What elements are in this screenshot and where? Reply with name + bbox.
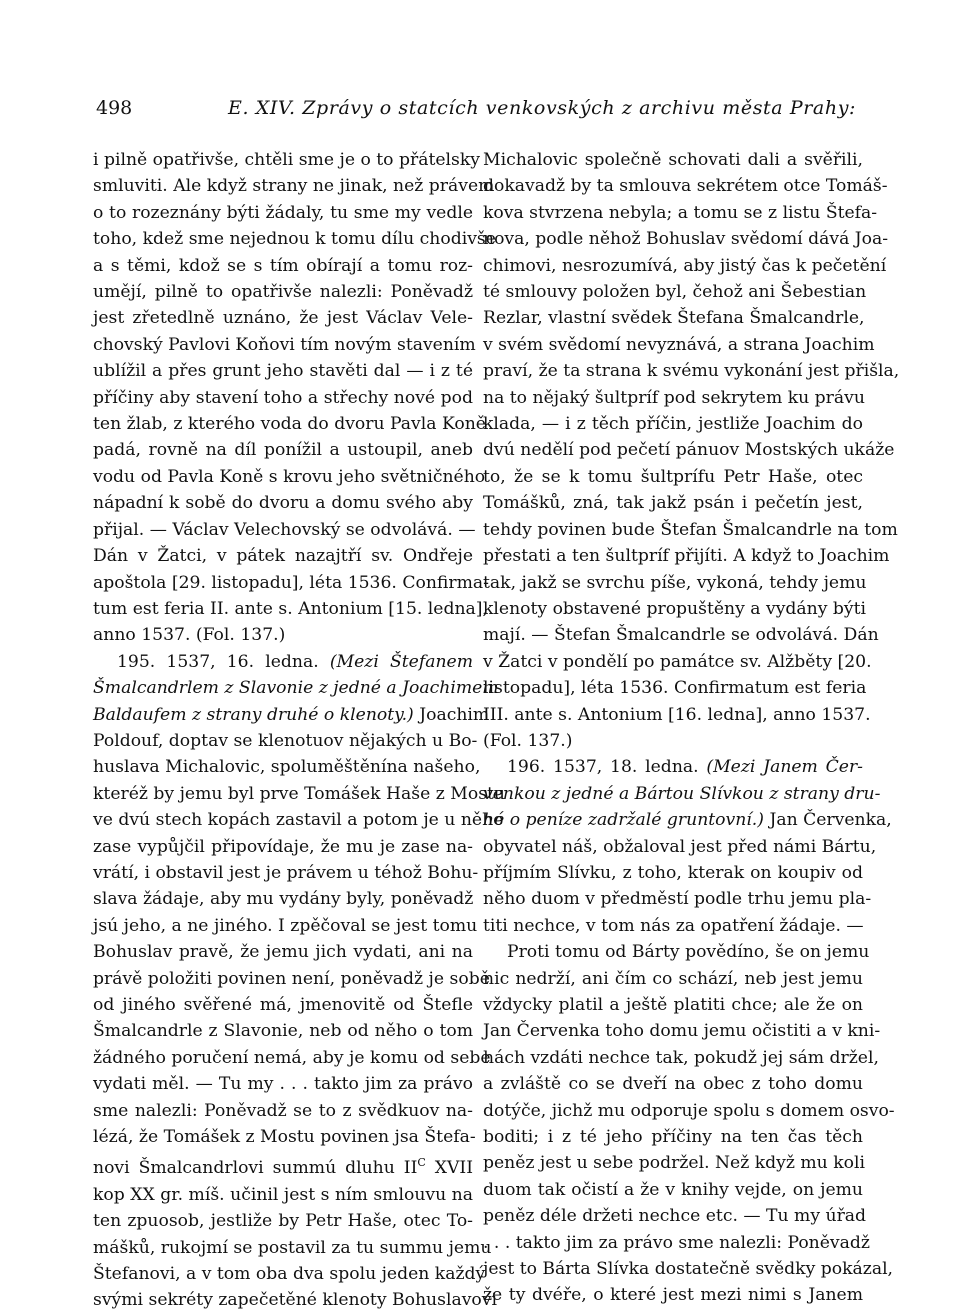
- entry-summary: (Mezi Štefanem: [329, 651, 473, 672]
- text-line: nápadní k sobě do dvoru a domu svého aby: [93, 493, 473, 514]
- text-line: jest zřetedlně uznáno, že jest Václav Vele-: [93, 308, 473, 329]
- text-line: a zvláště co se dveří na obec z toho domu: [483, 1074, 863, 1095]
- page-number: 498: [96, 97, 133, 119]
- text-line: klada, — i z těch příčin, jestliže Joachim do: [483, 414, 863, 435]
- text-line: přestati a ten šultpríf přijíti. A když to Joachim: [483, 546, 890, 567]
- text-line: ve dvú stech kopách zastavil a potom je u něho: [93, 810, 504, 831]
- text-run: novi Šmalcandrlovi summú dluhu II: [93, 1158, 418, 1179]
- text-line: v svém svědomí nevyznává, a strana Joachim: [483, 334, 875, 355]
- text-line: příjmím Slívku, z toho, kterak on koupiv od: [483, 862, 863, 883]
- text-line: vždycky platil a ještě platiti chce; ale že on: [483, 995, 863, 1015]
- right-column: [483, 147, 900, 1309]
- text-line: svými sekréty zapečetěné klenoty Bohuslavovi: [93, 1290, 497, 1311]
- text-line: (Fol. 137.): [483, 730, 573, 751]
- text-line: kova stvrzena nebyla; a tomu se z listu Štefa-: [483, 202, 878, 223]
- text-line: nic nedrží, ani čím co schází, neb jest jemu: [483, 968, 863, 989]
- text-line: jsú jeho, a ne jiného. I zpěčoval se jest tomu: [93, 915, 478, 936]
- text-line: umějí, pilně to opatřivše nalezli: Poněvadž: [93, 282, 473, 303]
- text-line: listopadu], léta 1536. Confirmatum est feria: [483, 678, 867, 699]
- text-line: [483, 807, 892, 833]
- text-line: . . . takto jim za právo sme nalezli: Poněvadž: [483, 1232, 870, 1253]
- text-line: Dán v Žatci, v pátek nazajtří sv. Ondřeje: [93, 546, 473, 567]
- entry-heading-196: [483, 754, 863, 780]
- entry-number: 196. 1537, 18. ledna.: [507, 757, 699, 778]
- text-line: jest to Bárta Slívka dostatečně svědky pokázal,: [483, 1259, 894, 1280]
- text-line: na to nějaký šultpríf pod sekrytem ku právu: [483, 387, 865, 408]
- text-line: Jan Červenka toho domu jemu očistiti a v kni-: [483, 1021, 881, 1042]
- text-line: Bohuslav pravě, že jemu jich vydati, ani na: [93, 942, 473, 963]
- running-title: E. XIV. Zprávy o statcích venkovských z archivu města Prahy:: [228, 97, 857, 119]
- text-line: padá, rovně na díl ponížil a ustoupil, aneb: [93, 440, 473, 461]
- text-run: Joachim: [419, 704, 490, 725]
- text-line: něho duom v předměstí podle trhu jemu pla-: [483, 889, 872, 910]
- text-line: žádného poručení nemá, aby je komu od sebe: [93, 1047, 491, 1068]
- text-line: v Žatci v pondělí po památce sv. Alžběty [20.: [483, 651, 872, 672]
- text-line: od jiného svěřené má, jmenovitě od Štefle: [93, 995, 473, 1015]
- entry-summary-line: venkou z jedné a Bártou Slívkou z strany dru-: [483, 783, 881, 804]
- text-line: že ty dvéře, o které jest mezi nimi s Janem: [483, 1285, 863, 1306]
- entry-summary-end: Baldaufem z strany druhé o klenoty.): [93, 704, 414, 725]
- text-line: dokavadž by ta smlouva sekrétem otce Tomáš-: [483, 176, 888, 197]
- text-line: dvú nedělí pod pečetí pánuov Mostských ukáže: [483, 440, 895, 461]
- text-line: tehdy povinen bude Štefan Šmalcandrle na tom: [483, 519, 898, 540]
- text-line: titi nechce, v tom nás za opatření žádaje. —: [483, 915, 864, 936]
- text-line: apoštola [29. listopadu], léta 1536. Confirma-: [93, 572, 489, 593]
- superscript: C: [417, 1156, 426, 1170]
- text-line: duom tak očistí a že v knihy vejde, on jemu: [483, 1179, 863, 1200]
- text-line: dotýče, jichž mu odporuje spolu s domem osvo-: [483, 1100, 895, 1121]
- text-line: mášků, rukojmí se postavil za tu summu jemu: [93, 1237, 492, 1258]
- text-line: kteréž by jemu byl prve Tomášek Haše z Mostu: [93, 783, 505, 804]
- text-line: to, že se k tomu šultprífu Petr Haše, otec: [483, 466, 863, 487]
- text-line: vrátí, i obstavil jest je právem u téhož Bohu-: [93, 862, 479, 883]
- entry-heading-195: [93, 649, 473, 675]
- text-line: obyvatel náš, obžaloval jest před námi Bártu,: [483, 836, 877, 857]
- text-run: XVII: [425, 1158, 473, 1179]
- text-line: vydati měl. — Tu my . . . takto jim za právo: [93, 1074, 473, 1095]
- text-line: peněz jest u sebe podržel. Než když mu koli: [483, 1153, 865, 1174]
- text-line: té smlouvy položen byl, čehož ani Šebestian: [483, 282, 867, 303]
- text-line: boditi; i z té jeho příčiny na ten čas těch: [483, 1127, 863, 1148]
- text-line: zase vypůjčil připovídaje, že mu je zase na-: [93, 836, 473, 857]
- text-line: hách vzdáti nechce tak, pokudž jej sám držel,: [483, 1047, 879, 1068]
- text-line: přijal. — Václav Velechovský se odvolává. —: [93, 519, 476, 540]
- text-line: [93, 1150, 473, 1181]
- text-line: Štefanovi, a v tom oba dva spolu jeden každý: [93, 1264, 486, 1285]
- text-line: anno 1537. (Fol. 137.): [93, 625, 286, 646]
- text-line: [93, 702, 490, 728]
- text-line: kop XX gr. míš. učinil jest s ním smlouvu na: [93, 1184, 473, 1205]
- entry-summary: (Mezi Janem Čer-: [706, 757, 863, 778]
- text-line: Michalovic společně schovati dali a svěřili,: [483, 150, 863, 170]
- text-line: Šmalcandrle z Slavonie, neb od něho o tom: [93, 1021, 473, 1042]
- text-line: nova, podle něhož Bohuslav svědomí dává Joa-: [483, 229, 889, 250]
- text-line: Poldouf, doptav se klenotuov nějakých u Bo-: [93, 730, 478, 751]
- text-line: III. ante s. Antonium [16. ledna], anno 1537.: [483, 704, 871, 725]
- text-line: a s těmi, kdož se s tím obírají a tomu roz-: [93, 255, 473, 276]
- text-line: sme nalezli: Poněvadž se to z svědkuov na-: [93, 1100, 473, 1121]
- text-line: chovský Pavlovi Koňovi tím novým stavením: [93, 334, 476, 355]
- text-line: Proti tomu od Bárty povědíno, še on jemu: [507, 942, 870, 963]
- text-line: příčiny aby stavení toho a střechy nové pod: [93, 387, 473, 408]
- text-line: toho, kdež sme nejednou k tomu dílu chodivše: [93, 229, 496, 250]
- text-run: Jan Červenka,: [769, 810, 892, 831]
- entry-summary-end: hé o peníze zadržalé gruntovní.): [483, 810, 764, 831]
- text-line: smluviti. Ale když strany ne jinak, než právem: [93, 176, 495, 197]
- text-line: i pilně opatřivše, chtěli sme je o to přátelsky: [93, 150, 480, 170]
- text-line: slava žádaje, aby mu vydány byly, poněvadž: [93, 889, 474, 910]
- text-line: vodu od Pavla Koně s krovu jeho světničného: [93, 466, 486, 487]
- entry-number: 195. 1537, 16. ledna.: [117, 651, 319, 672]
- text-line: lézá, že Tomášek z Mostu povinen jsa Štefa-: [93, 1127, 476, 1148]
- left-column: [93, 147, 505, 1314]
- text-line: ten žlab, z kterého voda do dvoru Pavla Koně: [93, 414, 486, 435]
- text-line: tak, jakž se svrchu píše, vykoná, tehdy jemu: [483, 572, 867, 593]
- text-line: ublížil a přes grunt jeho stavěti dal — i z té: [93, 361, 473, 382]
- text-line: o to rozeznány býti žádaly, tu sme my vedle: [93, 202, 473, 223]
- text-line: právě položiti povinen není, poněvadž je sobě: [93, 968, 490, 989]
- text-line: klenoty obstavené propuštěny a vydány býti: [483, 598, 867, 619]
- text-line: peněz déle držeti nechce etc. — Tu my úřad: [483, 1206, 867, 1227]
- text-line: huslava Michalovic, spoluměštěnína našeho,: [93, 757, 481, 778]
- text-line: chimovi, nesrozumívá, aby jistý čas k pečetění: [483, 255, 887, 276]
- text-line: Rezlar, vlastní svědek Štefana Šmalcandrle,: [483, 308, 865, 329]
- text-line: ten zpuosob, jestliže by Petr Haše, otec To-: [93, 1211, 473, 1232]
- text-line: tum est feria II. ante s. Antonium [15. ledna],: [93, 598, 488, 619]
- text-line: praví, že ta strana k svému vykonání jest přišla,: [483, 361, 900, 382]
- text-line: Tomášků, zná, tak jakž psán i pečetín jest,: [483, 493, 863, 514]
- text-line: mají. — Štefan Šmalcandrle se odvolává. Dán: [483, 625, 879, 646]
- entry-summary-line: Šmalcandrlem z Slavonie z jedné a Joachimem: [93, 678, 499, 699]
